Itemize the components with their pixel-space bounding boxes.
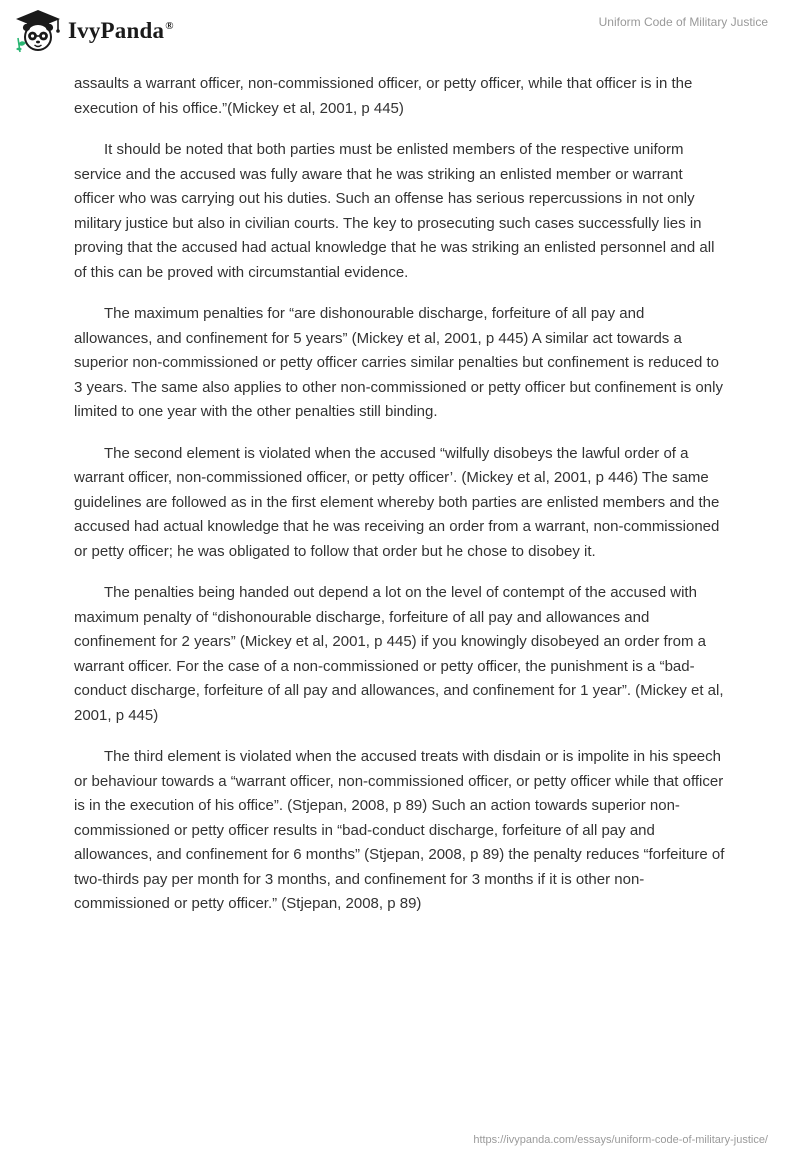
paragraph-1: assaults a warrant officer, non-commissioned officer, or petty officer, while that officer is in the execution of his office.”(Mickey et al, 2001, p 445) (74, 75, 693, 117)
essay-body (74, 72, 726, 934)
paragraph-4: The second element is violated when the accused “wilfully disobeys the lawful order of a warrant officer, non-commissioned officer, or petty officer’. (Mickey et al, 2001, p 446) The same guidelines are followed as in the first element whereby both parties are enlisted members and the accused had actual knowledge that he was receiving an order from a warrant, non-commissioned or petty officer; he was obligated to follow that order but he chose to disobey it. (74, 444, 720, 560)
brand-name (68, 18, 174, 44)
document-title: Uniform Code of Military Justice (598, 15, 768, 29)
registered-mark: ® (165, 20, 174, 33)
paragraph-6: The third element is violated when the accused treats with disdain or is impolite in his speech or behaviour towards a “warrant officer, non-commissioned officer, or petty officer while that officer is in the execution of his office”. (Stjepan, 2008, p 89) Such an action towards superior non-commissioned or petty officer results in “bad-conduct discharge, forfeiture of all pay and allowances, and confinement for 6 months” (Stjepan, 2008, p 89) the penalty reduces “forfeiture of two-thirds pay per month for 3 months, and confinement for 3 months if it is other non-commissioned or petty officer.” (Stjepan, 2008, p 89) (74, 748, 725, 912)
brand-logo[interactable] (14, 8, 214, 54)
page-header (0, 0, 800, 70)
brand-name-text: IvyPanda (68, 18, 165, 43)
source-url[interactable]: https://ivypanda.com/essays/uniform-code-of-military-justice/ (473, 1134, 768, 1146)
paragraph-5: The penalties being handed out depend a lot on the level of contempt of the accused with maximum penalty of “dishonourable discharge, forfeiture of all pay and allowances and confinement for 2 years” (Mickey et al, 2001, p 445) if you knowingly disobeyed an order from a warrant officer. For the case of a non-commissioned or petty officer, the punishment is a “bad-conduct discharge, forfeiture of all pay and allowances, and confinement for 1 year”. (Mickey et al, 2001, p 445) (74, 584, 724, 724)
panda-graduate-icon (14, 8, 62, 54)
paragraph-2: It should be noted that both parties must be enlisted members of the respective uniform service and the accused was fully aware that he was striking an enlisted member or warrant officer who was carrying out his duties. Such an offense has serious repercussions in not only military justice but also in civilian courts. The key to prosecuting such cases successfully lies in proving that the accused had actual knowledge that he was striking an enlisted personnel and all of this can be proved with circumstantial evidence. (74, 141, 715, 281)
paragraph-3: The maximum penalties for “are dishonourable discharge, forfeiture of all pay and allowances, and confinement for 5 years” (Mickey et al, 2001, p 445) A similar act towards a superior non-commissioned or petty officer carries similar penalties but confinement is reduced to 3 years. The same also applies to other non-commissioned or petty officer but confinement is only limited to one year with the other penalties still binding. (74, 305, 723, 420)
